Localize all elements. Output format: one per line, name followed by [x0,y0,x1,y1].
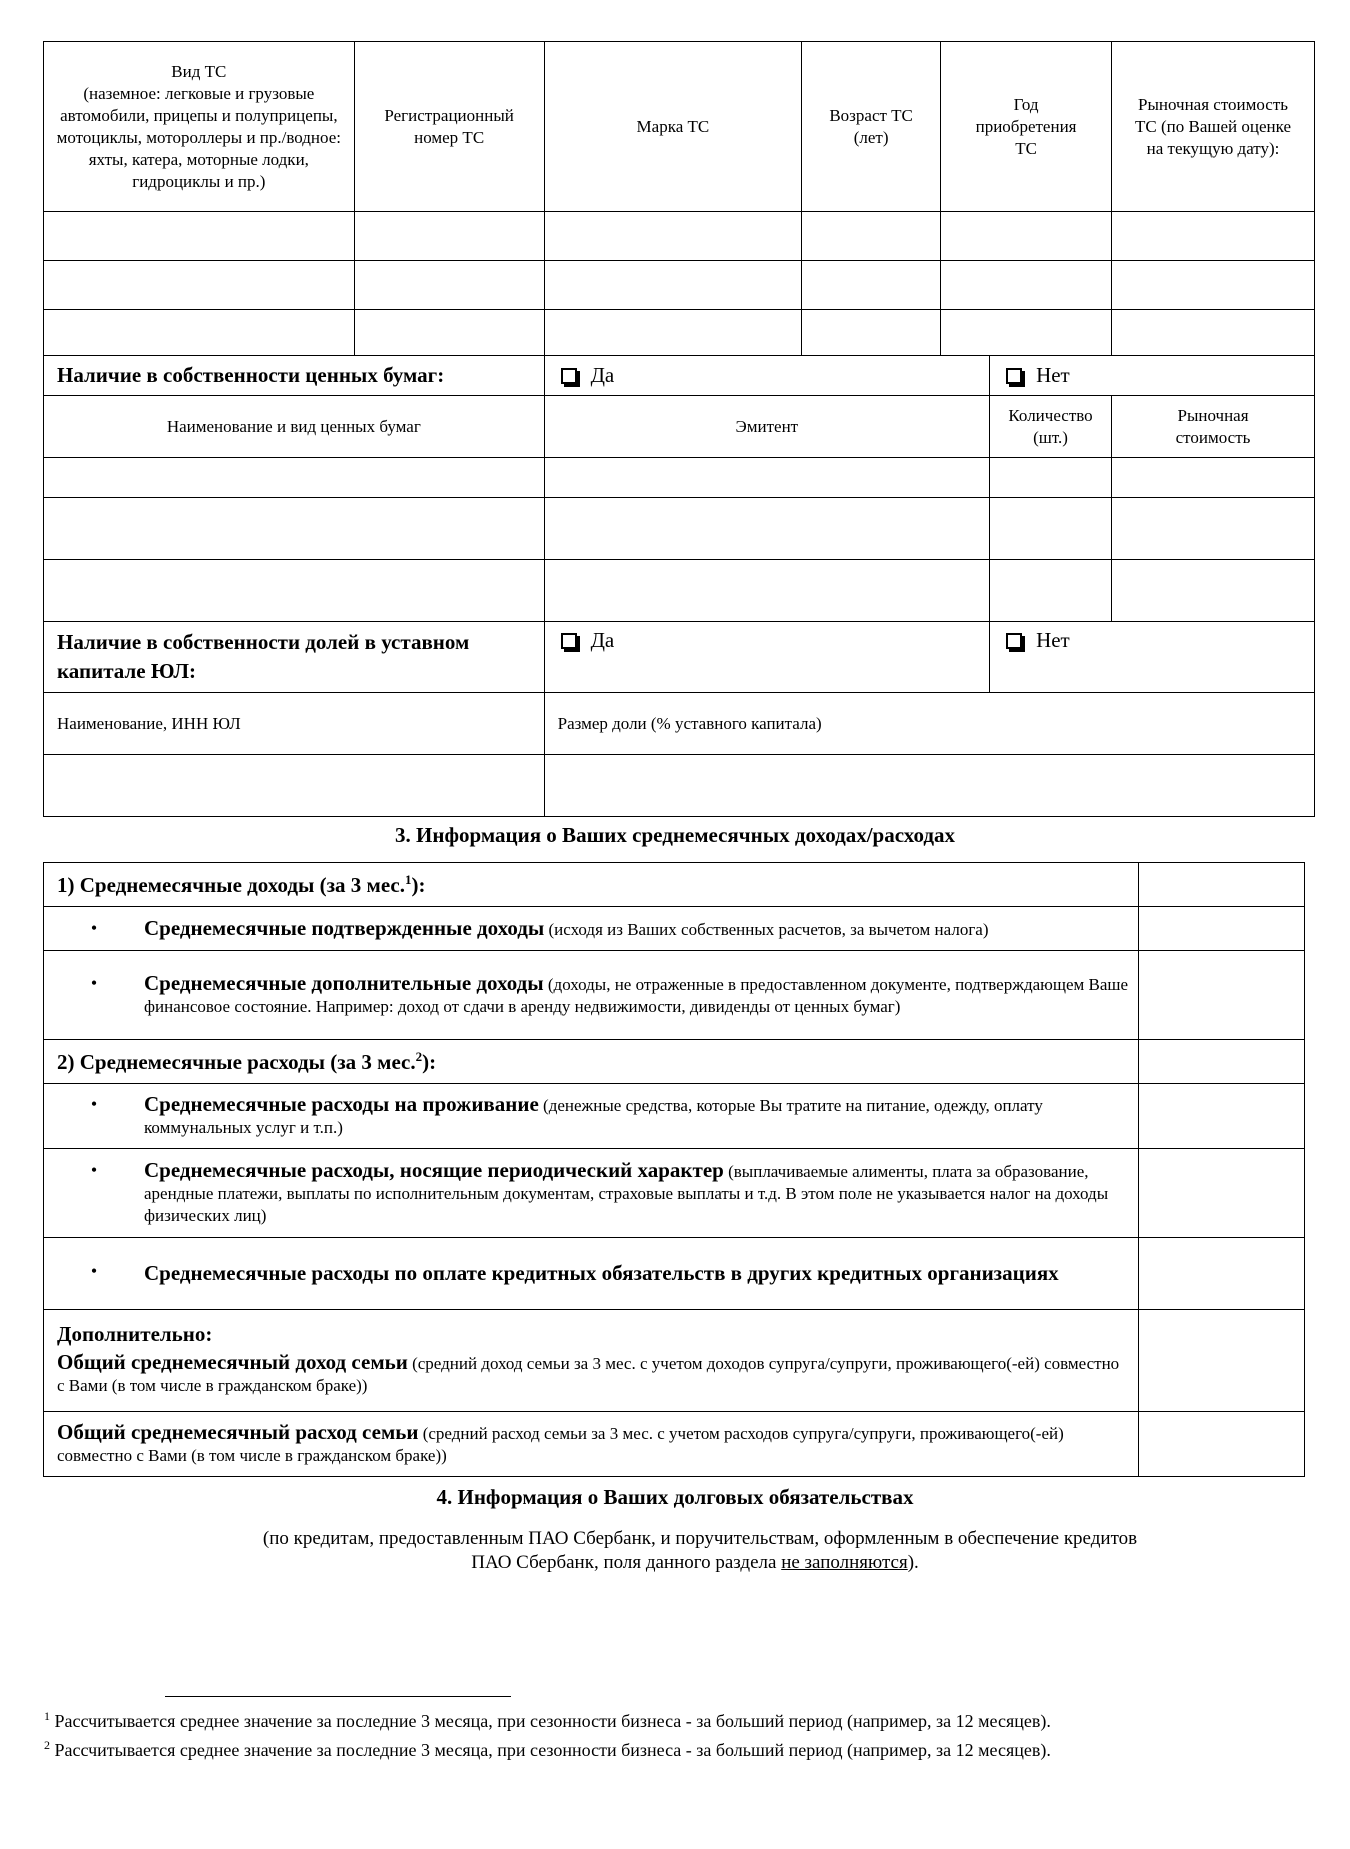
living-expense-label: Среднемесячные расходы на проживание [144,1092,539,1116]
periodic-expense-row [44,1149,1139,1238]
income-expense-table [43,862,1305,1477]
periodic-expense-desc: (выплачиваемые алименты, плата за образование, арендные платежи, выплаты по исполнительным документам, страховые выплаты и т.д. В этом поле не указывается налог на доходы физических лиц) [144,1162,1109,1225]
living-expense-row [44,1084,1139,1149]
securities-cell[interactable] [990,498,1112,560]
securities-row [44,458,1315,498]
securities-cell[interactable] [1112,498,1315,560]
living-expense-value[interactable] [1139,1084,1305,1149]
securities-row [44,498,1315,560]
footnote-1-num: 1 [44,1709,50,1723]
securities-cell[interactable] [544,458,989,498]
securities-no-option[interactable] [990,356,1315,396]
family-income-value[interactable] [1139,1310,1305,1412]
periodic-expense-label: Среднемесячные расходы, носящие периодический характер [144,1158,724,1182]
vehicle-cell[interactable] [1112,261,1315,310]
family-expense-desc: (средний расход семьи за 3 мес. с учетом расходов супруга/супруги, проживающего(-ей) совместно с Вами (в том числе в гражданском браке)) [57,1424,1064,1465]
securities-cell[interactable] [544,498,989,560]
section4-note-line1: (по кредитам, предоставленным ПАО Сбербанк, и поручительствам, оформленным в обеспечение кредитов [262,1528,1138,1549]
income-total-cell[interactable] [1139,863,1305,907]
family-income-row [44,1310,1139,1412]
section3-title: 3. Информация о Ваших среднемесячных доходах/расходах [395,823,955,847]
income-header [44,863,1139,907]
bullet: • [90,917,98,938]
expense-total-cell[interactable] [1139,1040,1305,1084]
shares-question: Наличие в собственности долей в уставном капитале ЮЛ: [44,622,545,693]
family-expense-row [44,1412,1139,1477]
vehicle-cell[interactable] [354,212,544,261]
bullet: • [90,1094,98,1114]
additional-income-label: Среднемесячные дополнительные доходы [144,971,544,995]
family-expense-value[interactable] [1139,1412,1305,1477]
vehicle-cell[interactable] [941,212,1112,261]
shares-row [44,755,1315,817]
living-expense-desc: (денежные средства, которые Вы тратите на питание, одежду, оплату коммунальных услуг и т.п.) [144,1096,1043,1137]
bullet: • [90,973,98,993]
vehicle-brand-header: Марка ТС [544,42,802,212]
footnote-2 [44,1738,1051,1761]
vehicle-year-header: Год приобретения ТС [941,42,1112,212]
credit-expense-row [44,1238,1139,1310]
expense-header [44,1040,1139,1084]
section4-note-line2 [0,1551,1350,1575]
checkbox-icon[interactable] [1006,368,1022,384]
periodic-expense-value[interactable] [1139,1149,1305,1238]
credit-expense-label: Среднемесячные расходы по оплате кредитных обязательств в других кредитных организациях [144,1260,1059,1285]
additional-income-value[interactable] [1139,951,1305,1040]
family-expense-label: Общий среднемесячный расход семьи [57,1420,419,1444]
footnote-ref-2: 2 [415,1048,423,1064]
securities-cell[interactable] [990,560,1112,622]
vehicle-cell[interactable] [544,310,802,356]
income-header-tail: ): [411,872,426,897]
shares-cell[interactable] [544,755,1314,817]
shares-name-header: Наименование, ИНН ЮЛ [44,693,545,755]
no-label: Нет [1036,628,1070,652]
vehicle-age-header: Возраст ТС (лет) [802,42,941,212]
securities-cell[interactable] [44,458,545,498]
vehicle-row [44,212,1315,261]
expense-header-label: 2) Среднемесячные расходы (за 3 мес. [57,1049,416,1074]
vehicle-row [44,261,1315,310]
securities-cell[interactable] [44,498,545,560]
vehicle-row [44,310,1315,356]
checkbox-icon[interactable] [1006,633,1022,649]
securities-cell[interactable] [990,458,1112,498]
family-income-label: Общий среднемесячный доход семьи [57,1349,408,1374]
vehicle-cell[interactable] [354,310,544,356]
checkbox-icon[interactable] [561,368,577,384]
vehicle-cell[interactable] [354,261,544,310]
yes-label: Да [590,363,615,387]
shares-no-option[interactable] [990,622,1315,693]
securities-issuer-header: Эмитент [544,396,989,458]
securities-value-header: Рыночная стоимость [1112,396,1315,458]
shares-yes-option[interactable] [544,622,989,693]
vehicle-cell[interactable] [1112,310,1315,356]
confirmed-income-label: Среднемесячные подтвержденные доходы [144,915,545,940]
vehicle-cell[interactable] [802,310,941,356]
vehicle-cell[interactable] [44,310,355,356]
vehicle-cell[interactable] [44,212,355,261]
yes-label: Да [590,628,615,652]
footnote-ref-1: 1 [405,871,412,887]
securities-question: Наличие в собственности ценных бумаг: [44,356,545,396]
bullet: • [90,1260,98,1281]
section4-note [0,1527,1350,1575]
vehicle-cell[interactable] [941,310,1112,356]
income-header-label: 1) Среднемесячные доходы (за 3 мес. [57,872,405,897]
securities-name-header: Наименование и вид ценных бумаг [44,396,545,458]
additional-income-desc: (доходы, не отраженные в предоставленном документе, подтверждающем Ваше финансовое состояние. Например: доход от сдачи в аренду недвижимости, дивиденды от ценных бумаг) [144,975,1129,1016]
vehicle-value-header: Рыночная стоимость ТС (по Вашей оценке на текущую дату): [1112,42,1315,212]
confirmed-income-desc: (исходя из Ваших собственных расчетов, за вычетом налога) [544,919,989,939]
vehicle-cell[interactable] [802,212,941,261]
securities-row [44,560,1315,622]
securities-cell[interactable] [44,560,545,622]
no-label: Нет [1036,363,1070,387]
family-income-desc: (средний доход семьи за 3 мес. с учетом доходов супруга/супруги, проживающего(-ей) совместно с Вами (в том числе в гражданском браке)) [57,1353,1120,1395]
additional-income-row [44,951,1139,1040]
securities-cell[interactable] [1112,560,1315,622]
footnote-2-num: 2 [44,1738,50,1752]
vehicle-cell[interactable] [544,261,802,310]
vehicle-cell[interactable] [1112,212,1315,261]
confirmed-income-value[interactable] [1139,907,1305,951]
vehicle-cell[interactable] [802,261,941,310]
vehicle-cell[interactable] [44,261,355,310]
shares-cell[interactable] [44,755,545,817]
footnote-1-text: Рассчитывается среднее значение за последние 3 месяца, при сезонности бизнеса - за больший период (например, за 12 месяцев). [54,1711,1051,1731]
securities-cell[interactable] [544,560,989,622]
section4-note-underlined: не заполняются [781,1552,908,1573]
section4-title: 4. Информация о Ваших долговых обязательствах [436,1485,914,1509]
footnote-1 [44,1709,1051,1732]
checkbox-icon[interactable] [561,633,577,649]
securities-cell[interactable] [1112,458,1315,498]
shares-size-header: Размер доли (% уставного капитала) [544,693,1314,755]
bullet: • [90,1160,98,1180]
securities-qty-header: Количество (шт.) [990,396,1112,458]
section4-note-text: ПАО Сбербанк, поля данного раздела [471,1552,782,1573]
securities-yes-option[interactable] [544,356,989,396]
additional-label: Дополнительно: [57,1321,213,1346]
footnote-2-text: Рассчитывается среднее значение за последние 3 месяца, при сезонности бизнеса - за больший период (например, за 12 месяцев). [54,1740,1051,1760]
section4-note-end: ). [907,1552,919,1573]
vehicle-cell[interactable] [544,212,802,261]
footnote-separator [165,1696,511,1697]
credit-expense-value[interactable] [1139,1238,1305,1310]
vehicle-reg-header: Регистрационный номер ТС [354,42,544,212]
confirmed-income-row [44,907,1139,951]
vehicle-type-header: Вид ТС (наземное: легковые и грузовые автомобили, прицепы и полуприцепы, мотоциклы, мотороллеры и пр./водное: яхты, катера, моторные лодки, гидроциклы и пр.) [44,42,355,212]
expense-header-tail: ): [422,1049,437,1074]
assets-table [43,41,1315,817]
vehicle-cell[interactable] [941,261,1112,310]
